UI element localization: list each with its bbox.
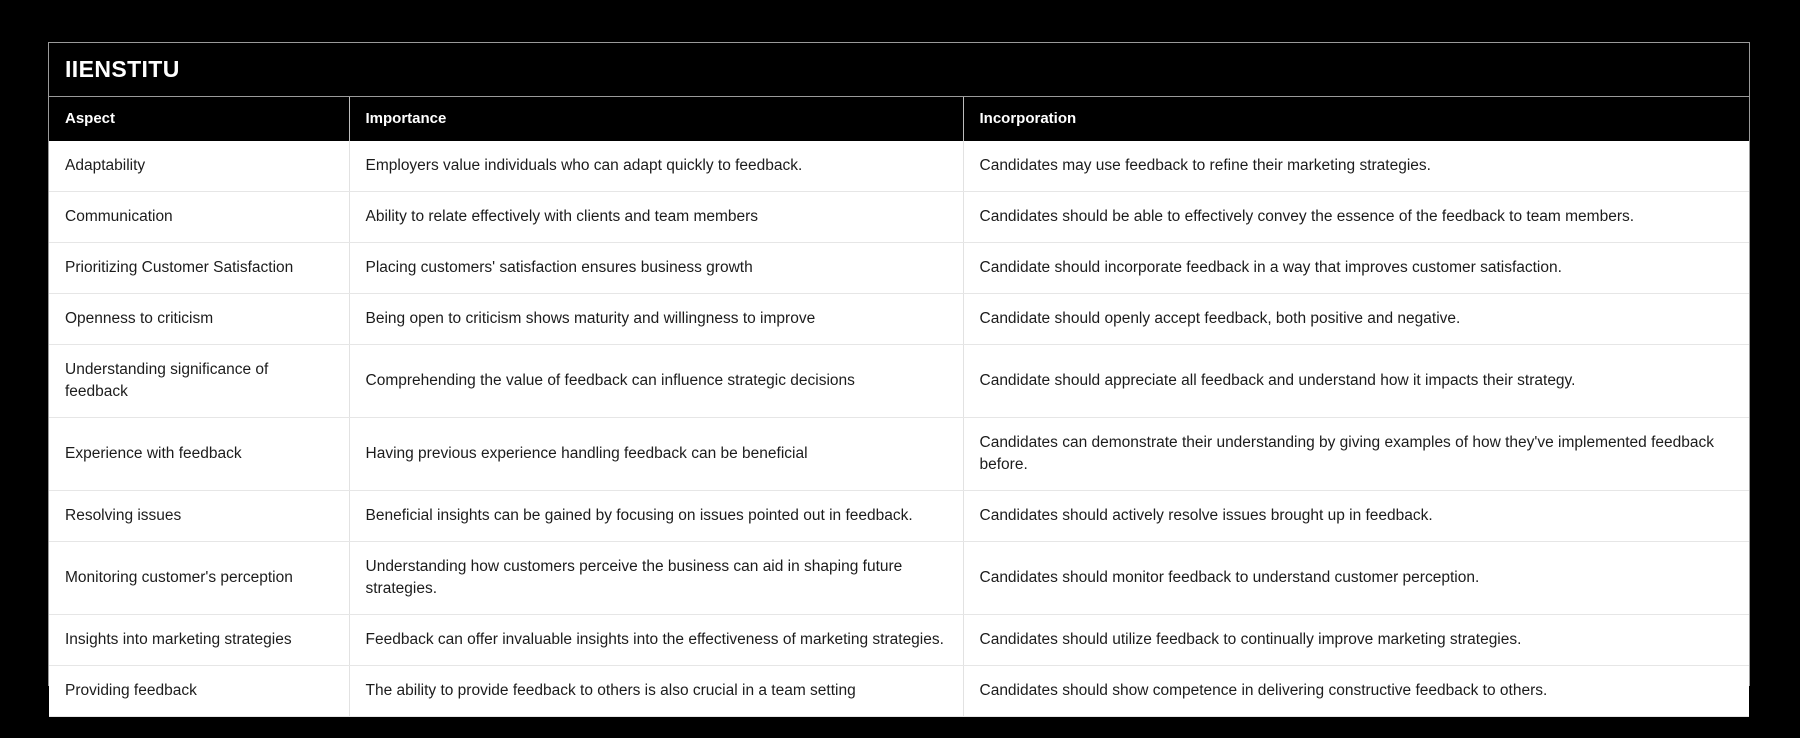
- table-row: [49, 192, 1749, 243]
- cell-aspect: Resolving issues: [49, 491, 349, 542]
- column-header-incorporation[interactable]: Incorporation: [963, 97, 1749, 141]
- cell-importance: Ability to relate effectively with clients and team members: [349, 192, 963, 243]
- cell-importance: Beneficial insights can be gained by focusing on issues pointed out in feedback.: [349, 491, 963, 542]
- cell-importance: Employers value individuals who can adapt quickly to feedback.: [349, 141, 963, 192]
- cell-incorporation: Candidates should actively resolve issues brought up in feedback.: [963, 491, 1749, 542]
- cell-aspect: Insights into marketing strategies: [49, 615, 349, 666]
- cell-importance: Comprehending the value of feedback can influence strategic decisions: [349, 345, 963, 418]
- table-row: [49, 345, 1749, 418]
- cell-importance: Understanding how customers perceive the business can aid in shaping future strategies.: [349, 542, 963, 615]
- cell-aspect: Providing feedback: [49, 666, 349, 717]
- brand-title: IIENSTITU: [65, 56, 180, 82]
- cell-incorporation: Candidate should appreciate all feedback and understand how it impacts their strategy.: [963, 345, 1749, 418]
- table-body: [49, 141, 1749, 717]
- cell-importance: Having previous experience handling feedback can be beneficial: [349, 418, 963, 491]
- cell-aspect: Communication: [49, 192, 349, 243]
- cell-importance: The ability to provide feedback to others is also crucial in a team setting: [349, 666, 963, 717]
- cell-incorporation: Candidate should incorporate feedback in a way that improves customer satisfaction.: [963, 243, 1749, 294]
- table-row: [49, 666, 1749, 717]
- cell-incorporation: Candidates can demonstrate their understanding by giving examples of how they've implemented feedback before.: [963, 418, 1749, 491]
- cell-importance: Being open to criticism shows maturity and willingness to improve: [349, 294, 963, 345]
- cell-aspect: Adaptability: [49, 141, 349, 192]
- cell-incorporation: Candidates should show competence in delivering constructive feedback to others.: [963, 666, 1749, 717]
- brand-header: [49, 43, 1749, 97]
- table-row: [49, 418, 1749, 491]
- aspects-table: [49, 97, 1749, 717]
- cell-aspect: Monitoring customer's perception: [49, 542, 349, 615]
- cell-incorporation: Candidates should be able to effectively convey the essence of the feedback to team members.: [963, 192, 1749, 243]
- cell-aspect: Prioritizing Customer Satisfaction: [49, 243, 349, 294]
- cell-importance: Placing customers' satisfaction ensures business growth: [349, 243, 963, 294]
- cell-incorporation: Candidates may use feedback to refine their marketing strategies.: [963, 141, 1749, 192]
- table-card: [48, 42, 1750, 699]
- cell-aspect: Experience with feedback: [49, 418, 349, 491]
- column-header-importance[interactable]: Importance: [349, 97, 963, 141]
- cell-incorporation: Candidates should monitor feedback to understand customer perception.: [963, 542, 1749, 615]
- table-row: [49, 243, 1749, 294]
- cell-aspect: Understanding significance of feedback: [49, 345, 349, 418]
- table-row: [49, 542, 1749, 615]
- table-head: [49, 97, 1749, 141]
- cell-aspect: Openness to criticism: [49, 294, 349, 345]
- column-header-aspect[interactable]: Aspect: [49, 97, 349, 141]
- cell-incorporation: Candidate should openly accept feedback, both positive and negative.: [963, 294, 1749, 345]
- table-header-row: [49, 97, 1749, 141]
- cell-incorporation: Candidates should utilize feedback to continually improve marketing strategies.: [963, 615, 1749, 666]
- table-row: [49, 491, 1749, 542]
- table-row: [49, 294, 1749, 345]
- table-row: [49, 141, 1749, 192]
- table-row: [49, 615, 1749, 666]
- cell-importance: Feedback can offer invaluable insights into the effectiveness of marketing strategies.: [349, 615, 963, 666]
